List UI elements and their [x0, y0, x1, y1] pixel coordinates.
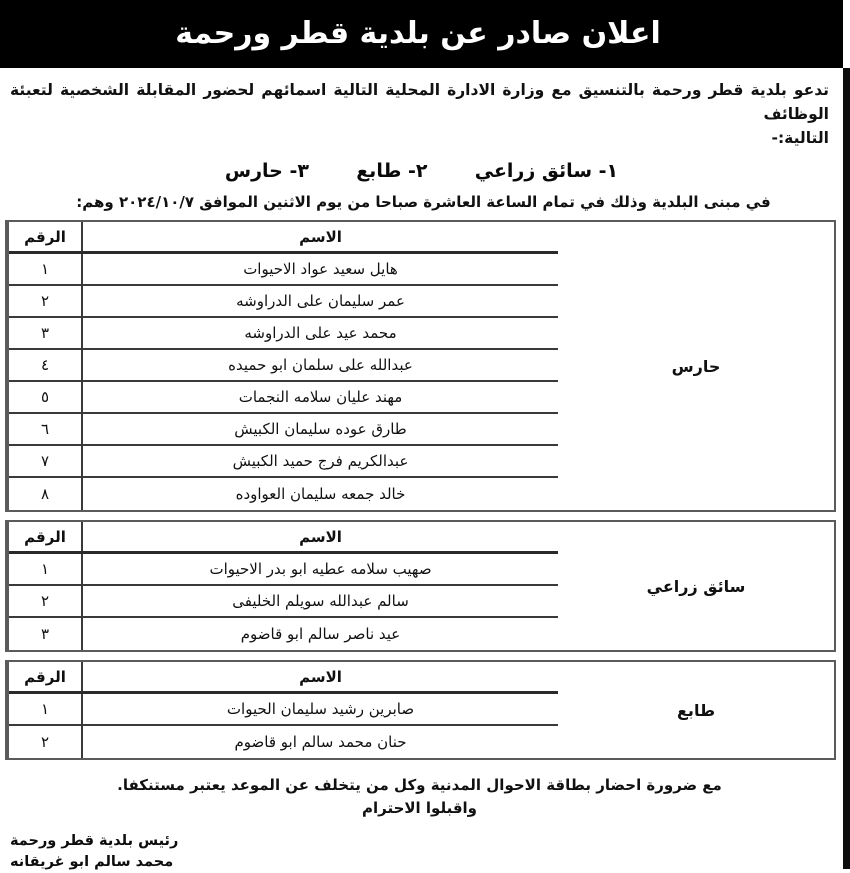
- jobs-list-line: [0, 160, 843, 182]
- candidate-name: حنان محمد سالم ابو قاضوم: [81, 726, 558, 758]
- table-row: [9, 694, 558, 726]
- header-name: الاسم: [81, 522, 558, 551]
- candidate-number: ٥: [40, 388, 50, 407]
- section-rows: [7, 662, 558, 758]
- header-name: الاسم: [81, 662, 558, 691]
- candidate-number: ٢: [40, 733, 50, 752]
- intro-tail: التالية:-: [771, 129, 829, 148]
- candidate-number: ٣: [40, 324, 50, 343]
- candidate-name: عبدالله على سلمان ابو حميده: [81, 350, 558, 380]
- candidate-number: ٢: [40, 592, 50, 611]
- footer: [0, 768, 843, 873]
- table-row: [9, 350, 558, 382]
- table-row: [9, 586, 558, 618]
- table-row: [9, 286, 558, 318]
- signature-title: رئيس بلدية قطر ورحمة: [10, 832, 179, 849]
- candidate-name: خالد جمعه سليمان العواوده: [81, 478, 558, 510]
- candidate-name: صهيب سلامه عطيه ابو بدر الاحيوات: [81, 554, 558, 584]
- candidate-number: ٤: [40, 356, 50, 375]
- candidate-number: ٨: [40, 485, 50, 504]
- job-item-2: ٢- طابع: [356, 160, 428, 183]
- table-section: [5, 220, 836, 512]
- table-row: [9, 446, 558, 478]
- table-header-row: [9, 222, 558, 254]
- table-row: [9, 726, 558, 758]
- candidate-number: ٦: [40, 420, 50, 439]
- table-section: [5, 520, 836, 652]
- table-row: [9, 554, 558, 586]
- candidate-number: ١: [40, 560, 50, 579]
- page-right-edge-rule: [843, 68, 850, 869]
- section-job-label: طابع: [677, 700, 716, 720]
- candidate-name: عمر سليمان على الدراوشه: [81, 286, 558, 316]
- table-row: [9, 478, 558, 510]
- table-row: [9, 382, 558, 414]
- candidate-number: ٧: [40, 452, 50, 471]
- job-item-1: ١- سائق زراعي: [474, 160, 619, 183]
- table-row: [9, 318, 558, 350]
- header-number: الرقم: [24, 227, 66, 246]
- table-section: [5, 660, 836, 760]
- candidate-name: صابرين رشيد سليمان الحيوات: [81, 694, 558, 724]
- job-item-3: ٣- حارس: [224, 160, 309, 183]
- table-row: [9, 618, 558, 650]
- section-job-label: حارس: [671, 356, 721, 376]
- header-number: الرقم: [24, 667, 66, 686]
- table-row: [9, 414, 558, 446]
- candidate-number: ٣: [40, 625, 50, 644]
- page-title: اعلان صادر عن بلدية قطر ورحمة: [175, 16, 661, 51]
- signature-name: محمد سالم ابو غريقانه: [10, 853, 174, 870]
- candidate-name: طارق عوده سليمان الكبيش: [81, 414, 558, 444]
- header-number: الرقم: [24, 527, 66, 546]
- section-rows: [7, 522, 558, 650]
- table-header-row: [9, 522, 558, 554]
- candidate-name: مهند عليان سلامه النجمات: [81, 382, 558, 412]
- footer-regards: واقبلوا الاحترام: [361, 798, 477, 817]
- intro-paragraph: [0, 68, 843, 150]
- table-header-row: [9, 662, 558, 694]
- candidate-number: ١: [40, 700, 50, 719]
- section-job-label: سائق زراعي: [646, 576, 746, 596]
- candidate-name: محمد عيد على الدراوشه: [81, 318, 558, 348]
- candidate-name: هايل سعيد عواد الاحيوات: [81, 254, 558, 284]
- candidates-tables: [0, 220, 843, 760]
- table-row: [9, 254, 558, 286]
- title-banner: [0, 0, 843, 68]
- candidate-number: ٢: [40, 292, 50, 311]
- candidate-name: عيد ناصر سالم ابو قاضوم: [81, 618, 558, 650]
- candidate-name: سالم عبدالله سويلم الخليفى: [81, 586, 558, 616]
- section-rows: [7, 222, 558, 510]
- signature-block: [10, 831, 829, 873]
- footer-note: مع ضرورة احضار بطاقة الاحوال المدنية وكل من يتخلف عن الموعد يعتبر مستنكفا.: [117, 776, 722, 795]
- interview-datetime-line: في مبنى البلدية وذلك في تمام الساعة العاشرة صباحا من يوم الاثنين الموافق ٢٠٢٤/١٠/٧ وهم:: [76, 193, 771, 212]
- candidate-name: عبدالكريم فرج حميد الكبيش: [81, 446, 558, 476]
- intro-text: تدعو بلدية قطر ورحمة بالتنسيق مع وزارة الادارة المحلية التالية اسمائهم لحضور المقابلة الشخصية لتعبئة الوظائف: [10, 81, 829, 124]
- candidate-number: ١: [40, 260, 50, 279]
- header-name: الاسم: [81, 222, 558, 251]
